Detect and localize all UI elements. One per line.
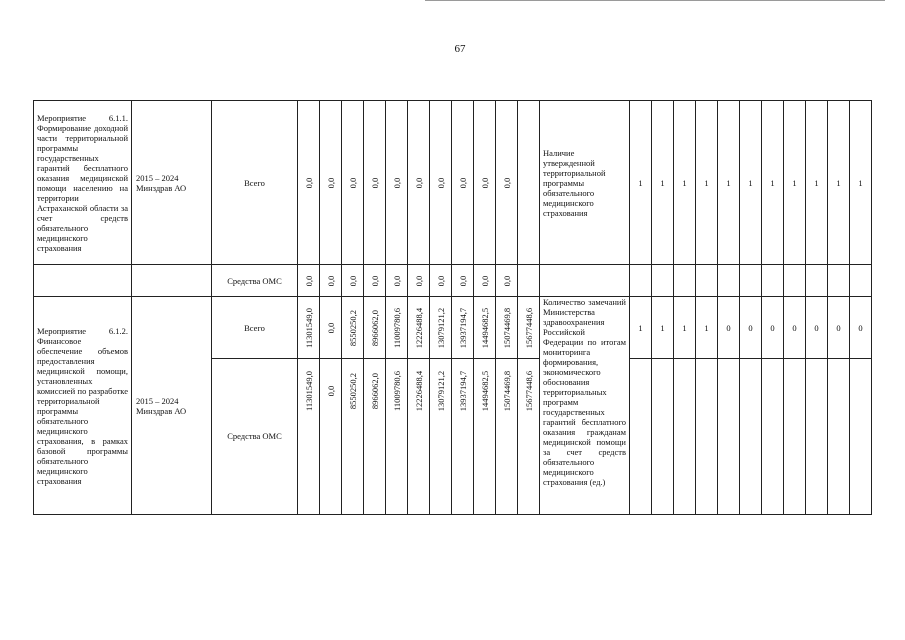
target-value: 0 [828, 297, 850, 359]
empty-cell [540, 265, 630, 297]
empty-cell [630, 265, 652, 297]
funding-value: 0,0 [320, 359, 342, 515]
empty-cell [784, 265, 806, 297]
funding-value: 0,0 [430, 265, 452, 297]
target-value: 1 [652, 297, 674, 359]
empty-cell [718, 265, 740, 297]
empty-cell [674, 359, 696, 515]
empty-cell [828, 265, 850, 297]
empty-cell [696, 359, 718, 515]
funding-value: 0,0 [474, 101, 496, 265]
target-value: 1 [850, 101, 872, 265]
funding-value: 0,0 [496, 101, 518, 265]
empty-cell [674, 265, 696, 297]
target-value: 0 [850, 297, 872, 359]
funding-value: 14494682,5 [474, 297, 496, 359]
funding-value: 0,0 [386, 101, 408, 265]
empty-cell [652, 265, 674, 297]
program-table [33, 100, 872, 515]
period-responsible: 2015 – 2024 Минздрав АО [132, 297, 212, 515]
funding-source: Всего [212, 297, 298, 359]
target-value: 1 [674, 297, 696, 359]
funding-value: 0,0 [342, 101, 364, 265]
funding-value: 13937194,7 [452, 297, 474, 359]
funding-value: 0,0 [320, 101, 342, 265]
funding-value: 15677448,6 [518, 297, 540, 359]
empty-cell [718, 359, 740, 515]
empty-cell [806, 359, 828, 515]
funding-source: Средства ОМС [212, 265, 298, 297]
target-value: 1 [762, 101, 784, 265]
empty-cell [740, 265, 762, 297]
funding-value: 13079121,2 [430, 297, 452, 359]
empty-cell [806, 265, 828, 297]
funding-value: 0,0 [496, 265, 518, 297]
funding-value: 15074469,8 [496, 359, 518, 515]
target-value: 0 [806, 297, 828, 359]
target-value: 1 [652, 101, 674, 265]
indicator-description: Наличие утвержденной территориальной программы обязательного медицинского страхования [540, 101, 630, 265]
page-number: 67 [454, 43, 466, 55]
target-value: 1 [806, 101, 828, 265]
target-value: 1 [718, 101, 740, 265]
target-value: 1 [828, 101, 850, 265]
target-value: 1 [784, 101, 806, 265]
funding-value: 8550250,2 [342, 297, 364, 359]
funding-value: 14494682,5 [474, 359, 496, 515]
empty-cell [762, 265, 784, 297]
empty-cell [784, 359, 806, 515]
funding-value: 0,0 [452, 265, 474, 297]
funding-value: 15074469,8 [496, 297, 518, 359]
funding-value: 12226488,4 [408, 297, 430, 359]
table-row [34, 265, 872, 297]
empty-cell [630, 359, 652, 515]
period-responsible: 2015 – 2024 Минздрав АО [132, 101, 212, 265]
funding-value [518, 101, 540, 265]
target-value: 1 [674, 101, 696, 265]
funding-value: 11301549,0 [298, 359, 320, 515]
funding-value: 13079121,2 [430, 359, 452, 515]
target-value: 1 [696, 297, 718, 359]
funding-value: 0,0 [320, 297, 342, 359]
funding-value: 0,0 [474, 265, 496, 297]
funding-value: 11009780,6 [386, 297, 408, 359]
empty-cell [132, 265, 212, 297]
target-value: 0 [718, 297, 740, 359]
event-description: Мероприятие 6.1.1. Формирование доходной части территориальной программы государственных гарантий бесплатного оказания медицинской помощи населению на территории Астраханской области за счет средств обязательного медицинского страхования [34, 101, 132, 265]
funding-value: 0,0 [364, 265, 386, 297]
funding-value: 0,0 [386, 265, 408, 297]
target-value: 0 [784, 297, 806, 359]
target-value: 0 [740, 297, 762, 359]
funding-value: 0,0 [430, 101, 452, 265]
funding-value: 0,0 [298, 265, 320, 297]
funding-value: 0,0 [320, 265, 342, 297]
funding-value: 8966062,0 [364, 359, 386, 515]
target-value: 1 [740, 101, 762, 265]
target-value: 1 [696, 101, 718, 265]
indicator-description: Количество замечаний Министерства здравоохранения Российской Федерации по итогам мониторинга формирования, экономического обоснования территориальных программ государственных гарантий бесплатного оказания гражданам медицинской помощи за счет средств обязательного медицинского страхования (ед.) [540, 297, 630, 515]
empty-cell [828, 359, 850, 515]
empty-cell [696, 265, 718, 297]
empty-cell [850, 265, 872, 297]
funding-value: 11301549,0 [298, 297, 320, 359]
funding-source: Средства ОМС [212, 359, 298, 515]
funding-value: 8966062,0 [364, 297, 386, 359]
target-value: 1 [630, 101, 652, 265]
target-value: 0 [762, 297, 784, 359]
funding-value: 0,0 [408, 101, 430, 265]
funding-value: 13937194,7 [452, 359, 474, 515]
table-row [34, 297, 872, 359]
empty-cell [762, 359, 784, 515]
funding-value: 8550250,2 [342, 359, 364, 515]
funding-value: 15677448,6 [518, 359, 540, 515]
empty-cell [34, 265, 132, 297]
funding-value: 11009780,6 [386, 359, 408, 515]
funding-value: 12226488,4 [408, 359, 430, 515]
event-description: Мероприятие 6.1.2. Финансовое обеспечение объемов предоставления медицинской помощи, установленных комиссией по разработке территориальной программы обязательного медицинского страхования, в рамках базовой программы обязательного медицинского страхования [34, 297, 132, 515]
funding-value: 0,0 [408, 265, 430, 297]
funding-value: 0,0 [452, 101, 474, 265]
funding-value [518, 265, 540, 297]
empty-cell [740, 359, 762, 515]
funding-value: 0,0 [342, 265, 364, 297]
funding-source: Всего [212, 101, 298, 265]
target-value: 1 [630, 297, 652, 359]
funding-value: 0,0 [364, 101, 386, 265]
empty-cell [850, 359, 872, 515]
empty-cell [652, 359, 674, 515]
table-row [34, 101, 872, 265]
funding-value: 0,0 [298, 101, 320, 265]
top-rule [425, 0, 885, 1]
